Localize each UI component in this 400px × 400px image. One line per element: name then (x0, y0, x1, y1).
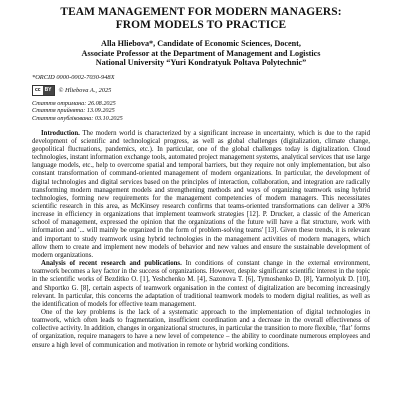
paragraph-lead: Analysis of recent research and publications. (41, 260, 182, 268)
article-dates (32, 100, 370, 123)
author-line-1: Alla Hliebova*, Candidate of Economic Sciences, Docent, (101, 39, 301, 48)
copyright-notice: © Hliebova A., 2025 (58, 86, 112, 94)
paragraph-text: One of the key problems is the lack of a systematic approach to the implementation of digital technologies in teamwork, which often leads to fragmentation, insufficient coordination and a decrease in the overall effectiveness of collective activity. In addition, changes in organizational structures, in particular the transition to more flexible, ‘flat’ forms of organization, require managers to have a new level of competence – the ability to coordinate numerous employees and ensure a high level of communication and motivation in remote or hybrid working conditions. (32, 309, 370, 349)
paragraph-lead: Introduction. (41, 129, 80, 137)
paragraph-problem (32, 309, 370, 350)
paragraph-text: In conditions of constant change in the external environment, teamwork becomes a key factor in the success of organizations. However, despite significant scientific interest in the topic in the scientific works of Bezditko O. [1], Yeshchenko M. [4], Sazonova T. [6], Tymoshenko D. [8], Yarmolyuk D. [10], and Shportko G. [8], certain aspects of teamwork organisation in the context of digitalization are becoming increasingly relevant. In particular, this concerns the adaptation of traditional teamwork models to modern digital realities, as well as the identification of models for effective team management. (32, 260, 370, 308)
author-block (32, 39, 370, 68)
paragraph-text: The modern world is characterized by a significant increase in uncertainty, which is due to the rapid development of scientific and technological progress, as well as global challenges (digitalization, climate change, geopolitical fluctuations, pandemics, etc.). In particular, one of the global challenges today is digitalization. Cloud technologies, instant information exchange tools, automated project management systems, analytical services that use large language models, etc., help to overcome spatial and temporal barriers, but they require not only implementation, but also constant transformation of command-oriented management of modern organizations. In particular, the development of digital technologies and digital services based on the principles of interaction, collaboration, and integration are radically transforming modern management models and strengthening methods and ways of organizing teamwork using hybrid technologies, forming new requirements for the management competencies of modern managers. This necessitates scientific research in this area, as McKinsey research confirms that teams-oriented transformations can deliver a 30% increase in efficiency in organizations that implement teamwork strategies [12]. P. Drucker, a classic of the American school of management, expressed the opinion that the organizations of the future will have a flat structure, work with information and '... will mainly be organized in the form of problem-solving teams' [13]. Given these trends, it is relevant and important to study teamwork using hybrid technologies in the management activities of modern managers, which allow them to create and implement new models of behavior and new values and ensure the sustainable development of modern organizations. (32, 129, 370, 259)
date-published: Стаття опублікована: 03.10.2025 (32, 114, 123, 122)
title-line-2: FROM MODELS TO PRACTICE (115, 19, 287, 31)
cc-by-license-icon[interactable] (32, 85, 55, 96)
author-line-3: National University “Yuri Kondratyuk Poltava Polytechnic” (95, 58, 307, 68)
article-body (32, 130, 370, 350)
date-accepted: Стаття прийнята: 13.09.2025 (32, 107, 115, 115)
orcid-id: *ORCID 0000-0002-7030-948X (32, 73, 115, 81)
paper-title (32, 6, 370, 32)
paragraph-introduction (32, 130, 370, 261)
paragraph-analysis (32, 260, 370, 309)
title-line-1: TEAM MANAGEMENT FOR MODERN MANAGERS: (60, 6, 342, 18)
cc-label: cc (35, 87, 41, 94)
author-line-2: Associate Professor at the Department of Management and Logistics (81, 48, 321, 58)
by-label: BY (44, 86, 52, 93)
license-row (32, 85, 370, 96)
date-received: Стаття отримана: 26.08.2025 (32, 99, 116, 107)
